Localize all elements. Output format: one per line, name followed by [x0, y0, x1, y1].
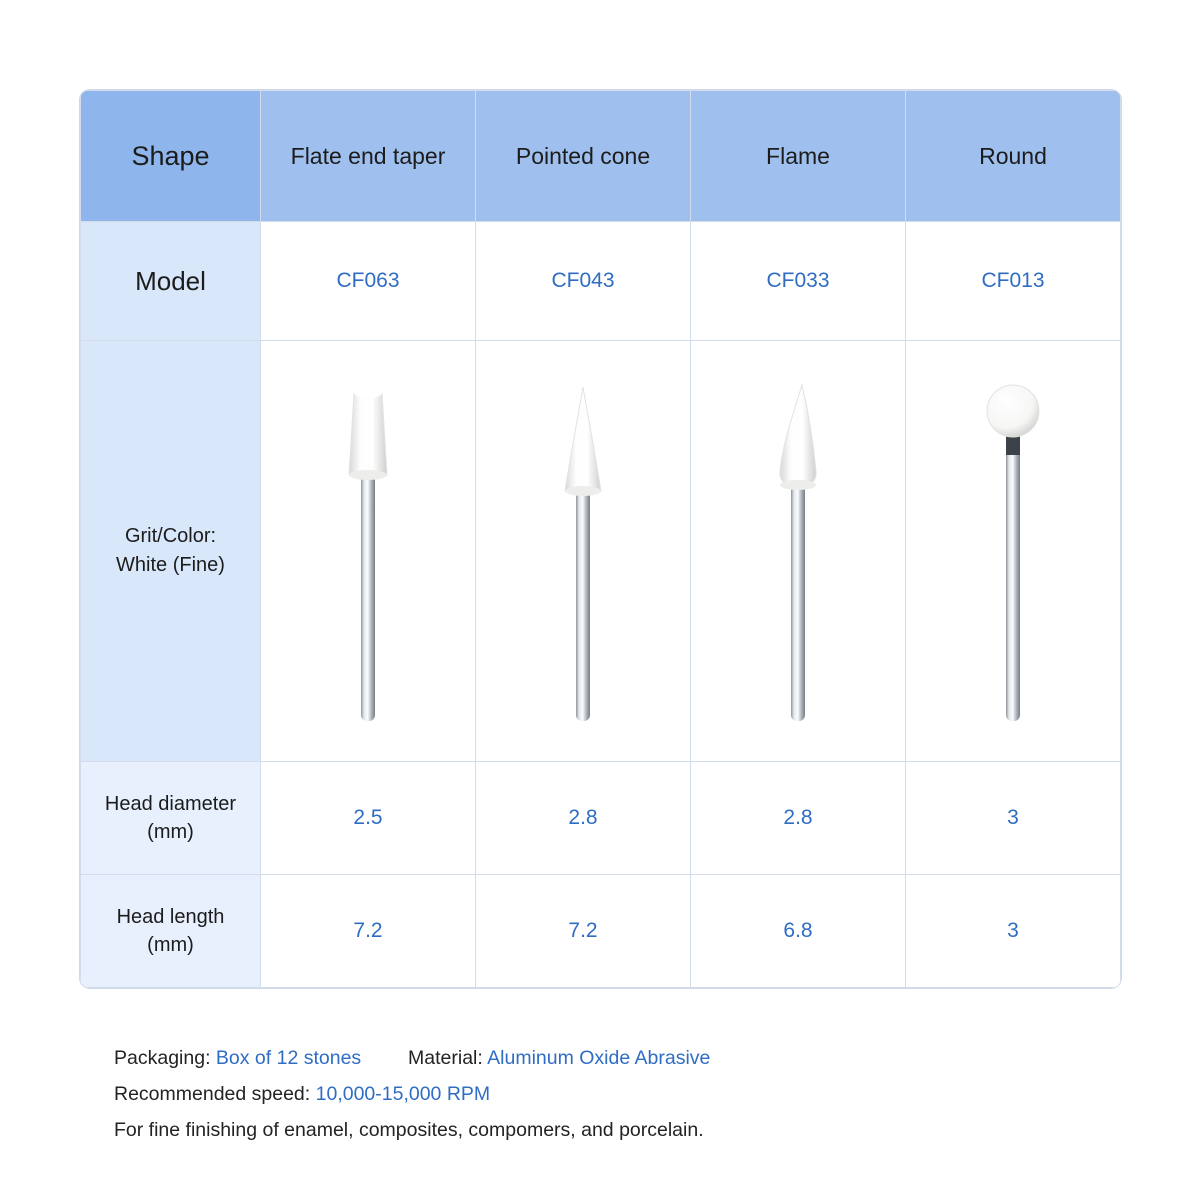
head-diameter-value-4: 3 — [1007, 806, 1019, 829]
material-label: Material: — [408, 1047, 483, 1069]
head-diameter-cell-4 — [906, 762, 1121, 875]
head-length-cell-4 — [906, 875, 1121, 988]
shape-value-1: Flate end taper — [290, 142, 446, 169]
head-diameter-cell-2 — [476, 762, 691, 875]
packaging-value: Box of 12 stones — [215, 1047, 362, 1069]
packaging-label: Packaging: — [114, 1047, 211, 1069]
table-row-head-length — [81, 875, 1121, 988]
note-packaging-material — [114, 1040, 1114, 1076]
footer-notes — [114, 1040, 1114, 1148]
table-row-product-images — [81, 341, 1121, 762]
row-label-model-text: Model — [135, 265, 206, 296]
head-length-value-3: 6.8 — [783, 919, 813, 942]
pointed-cone-bur-icon — [523, 371, 643, 731]
flat-end-taper-bur-icon — [308, 371, 428, 731]
head-diameter-value-1: 2.5 — [353, 806, 383, 829]
row-label-head-diameter-line2: (mm) — [147, 821, 194, 843]
product-image-cell-4 — [906, 341, 1121, 762]
product-image-cell-2 — [476, 341, 691, 762]
head-length-cell-2 — [476, 875, 691, 988]
shape-cell-4 — [906, 91, 1121, 222]
row-label-grit-line1: Grit/Color: — [124, 525, 217, 547]
speed-label: Recommended speed: — [114, 1083, 311, 1106]
model-cell-4 — [906, 222, 1121, 341]
head-length-value-2: 7.2 — [568, 919, 598, 942]
row-label-grit-color — [81, 341, 261, 762]
shape-cell-3 — [691, 91, 906, 222]
head-length-value-1: 7.2 — [353, 919, 383, 942]
model-cell-2 — [476, 222, 691, 341]
table-row-model — [81, 222, 1121, 341]
row-label-grit-line2: White (Fine) — [116, 554, 225, 576]
row-label-shape — [81, 91, 261, 222]
product-image-cell-1 — [261, 341, 476, 762]
speed-value: 10,000-15,000 RPM — [315, 1083, 491, 1106]
note-usage: For fine finishing of enamel, composites, compomers, and porcelain. — [114, 1119, 704, 1142]
head-diameter-value-3: 2.8 — [783, 806, 813, 829]
model-value-1: CF063 — [336, 269, 400, 292]
material-value: Aluminum Oxide Abrasive — [487, 1047, 711, 1069]
row-label-head-diameter-line1: Head diameter — [104, 793, 237, 815]
product-image-cell-3 — [691, 341, 906, 762]
row-label-shape-text: Shape — [131, 140, 210, 171]
shape-cell-1 — [261, 91, 476, 222]
head-diameter-value-2: 2.8 — [568, 806, 598, 829]
shape-value-2: Pointed cone — [515, 142, 651, 169]
table-row-shape — [81, 91, 1121, 222]
head-diameter-cell-1 — [261, 762, 476, 875]
row-label-head-diameter — [81, 762, 261, 875]
shape-value-4: Round — [979, 142, 1047, 169]
round-bur-icon — [953, 371, 1073, 731]
row-label-head-length-line1: Head length — [116, 906, 225, 928]
model-value-2: CF043 — [551, 269, 615, 292]
model-cell-1 — [261, 222, 476, 341]
table-row-head-diameter — [81, 762, 1121, 875]
head-length-cell-3 — [691, 875, 906, 988]
flame-bur-icon — [738, 371, 858, 731]
specification-table — [80, 90, 1121, 988]
shape-value-3: Flame — [766, 142, 830, 169]
model-cell-3 — [691, 222, 906, 341]
shape-cell-2 — [476, 91, 691, 222]
head-length-value-4: 3 — [1007, 919, 1019, 942]
head-length-cell-1 — [261, 875, 476, 988]
row-label-head-length-line2: (mm) — [147, 934, 194, 956]
note-speed — [114, 1076, 1114, 1112]
head-diameter-cell-3 — [691, 762, 906, 875]
row-label-model — [81, 222, 261, 341]
model-value-3: CF033 — [766, 269, 830, 292]
row-label-head-length — [81, 875, 261, 988]
model-value-4: CF013 — [981, 269, 1045, 292]
